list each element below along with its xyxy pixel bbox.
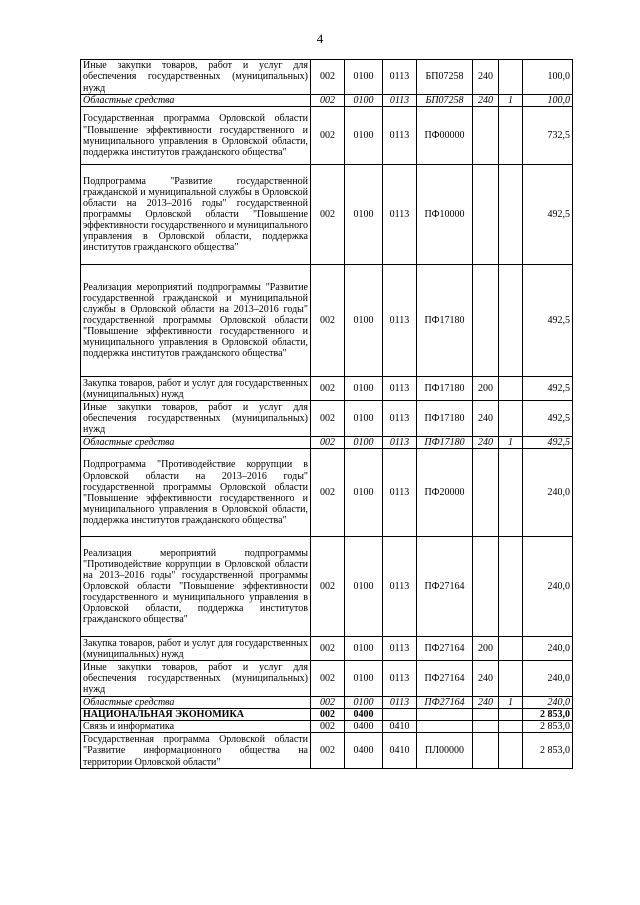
row-funding-source — [499, 265, 523, 377]
row-expense-type: 240 — [473, 60, 499, 95]
table-row — [81, 537, 573, 637]
row-name: Областные средства — [81, 697, 311, 709]
row-section-code: 0100 — [345, 661, 383, 697]
row-amount: 492,5 — [523, 165, 573, 265]
row-target-article: БП07258 — [417, 60, 473, 95]
table-row — [81, 661, 573, 697]
row-name: Связь и информатика — [81, 721, 311, 733]
row-expense-type — [473, 165, 499, 265]
row-ministry-code: 002 — [311, 637, 345, 661]
row-expense-type — [473, 709, 499, 721]
row-section-code: 0100 — [345, 449, 383, 537]
budget-table — [80, 59, 573, 769]
row-section-code: 0100 — [345, 95, 383, 107]
row-subsection-code: 0113 — [383, 377, 417, 401]
row-funding-source — [499, 60, 523, 95]
table-row — [81, 165, 573, 265]
row-name: Реализация мероприятий подпрограммы "Развитие государственной гражданской и муниципальной службы в Орловской области на 2013–2016 годы" государственной программы Орловской области "Повышение эффективности государственного и муниципального управления в Орловской области, поддержка институтов гражданского общества" — [81, 265, 311, 377]
row-target-article: ПФ27164 — [417, 661, 473, 697]
row-name: Закупка товаров, работ и услуг для государственных (муниципальных) нужд — [81, 637, 311, 661]
row-ministry-code: 002 — [311, 95, 345, 107]
row-ministry-code: 002 — [311, 697, 345, 709]
row-name: Областные средства — [81, 437, 311, 449]
row-target-article — [417, 721, 473, 733]
row-section-code: 0100 — [345, 265, 383, 377]
row-expense-type — [473, 537, 499, 637]
row-funding-source — [499, 721, 523, 733]
row-ministry-code: 002 — [311, 709, 345, 721]
row-target-article: ПФ10000 — [417, 165, 473, 265]
row-subsection-code: 0113 — [383, 165, 417, 265]
table-row — [81, 95, 573, 107]
row-amount: 2 853,0 — [523, 709, 573, 721]
row-subsection-code: 0113 — [383, 95, 417, 107]
row-funding-source: 1 — [499, 95, 523, 107]
row-expense-type: 240 — [473, 95, 499, 107]
row-name: Иные закупки товаров, работ и услуг для обеспечения государственных (муниципальных) нужд — [81, 60, 311, 95]
row-section-code: 0400 — [345, 721, 383, 733]
row-funding-source — [499, 709, 523, 721]
row-subsection-code — [383, 709, 417, 721]
table-row — [81, 60, 573, 95]
row-subsection-code: 0113 — [383, 401, 417, 437]
row-section-code: 0400 — [345, 709, 383, 721]
row-name: Иные закупки товаров, работ и услуг для обеспечения государственных (муниципальных) нужд — [81, 661, 311, 697]
row-funding-source — [499, 637, 523, 661]
row-amount: 492,5 — [523, 401, 573, 437]
page-number: 4 — [316, 31, 324, 46]
row-expense-type — [473, 107, 499, 165]
row-subsection-code: 0113 — [383, 537, 417, 637]
row-expense-type: 240 — [473, 401, 499, 437]
row-ministry-code: 002 — [311, 449, 345, 537]
row-ministry-code: 002 — [311, 265, 345, 377]
row-amount: 492,5 — [523, 437, 573, 449]
row-ministry-code: 002 — [311, 377, 345, 401]
table-body — [81, 60, 573, 769]
row-funding-source — [499, 733, 523, 769]
row-subsection-code: 0410 — [383, 721, 417, 733]
row-subsection-code: 0113 — [383, 437, 417, 449]
row-section-code: 0100 — [345, 637, 383, 661]
row-expense-type: 240 — [473, 437, 499, 449]
row-target-article: ПФ17180 — [417, 437, 473, 449]
row-target-article: ПЛ00000 — [417, 733, 473, 769]
row-expense-type — [473, 265, 499, 377]
table-row — [81, 107, 573, 165]
row-section-code: 0100 — [345, 165, 383, 265]
table-row — [81, 709, 573, 721]
row-name: Государственная программа Орловской области "Развитие информационного общества на территории Орловской области" — [81, 733, 311, 769]
row-amount: 240,0 — [523, 537, 573, 637]
table-row — [81, 377, 573, 401]
row-name: Реализация мероприятий подпрограммы "Противодействие коррупции в Орловской области на 2013–2016 годы" государственной программы Орловской области "Повышение эффективности государственного и муниципального управления в Орловской области, поддержка институтов гражданского общества" — [81, 537, 311, 637]
row-subsection-code: 0113 — [383, 265, 417, 377]
row-amount: 100,0 — [523, 60, 573, 95]
row-subsection-code: 0113 — [383, 637, 417, 661]
row-ministry-code: 002 — [311, 60, 345, 95]
row-subsection-code: 0113 — [383, 697, 417, 709]
row-amount: 240,0 — [523, 449, 573, 537]
row-target-article: ПФ17180 — [417, 401, 473, 437]
row-section-code: 0400 — [345, 733, 383, 769]
row-name: НАЦИОНАЛЬНАЯ ЭКОНОМИКА — [81, 709, 311, 721]
row-expense-type: 200 — [473, 377, 499, 401]
row-subsection-code: 0113 — [383, 661, 417, 697]
row-ministry-code: 002 — [311, 537, 345, 637]
row-expense-type — [473, 733, 499, 769]
row-name: Подпрограмма "Противодействие коррупции в Орловской области на 2013–2016 годы" государственной программы Орловской области "Повышение эффективности государственного и муниципального управления в Орловской области, поддержка институтов гражданского общества" — [81, 449, 311, 537]
row-funding-source — [499, 661, 523, 697]
row-expense-type: 240 — [473, 661, 499, 697]
row-section-code: 0100 — [345, 377, 383, 401]
row-section-code: 0100 — [345, 60, 383, 95]
row-amount: 240,0 — [523, 637, 573, 661]
table-row — [81, 265, 573, 377]
row-ministry-code: 002 — [311, 661, 345, 697]
row-ministry-code: 002 — [311, 437, 345, 449]
row-amount: 2 853,0 — [523, 733, 573, 769]
row-section-code: 0100 — [345, 401, 383, 437]
row-section-code: 0100 — [345, 437, 383, 449]
row-funding-source — [499, 107, 523, 165]
row-section-code: 0100 — [345, 537, 383, 637]
row-subsection-code: 0113 — [383, 60, 417, 95]
row-name: Государственная программа Орловской области "Повышение эффективности государственного и муниципального управления в Орловской области, поддержка институтов гражданского общества" — [81, 107, 311, 165]
row-expense-type — [473, 449, 499, 537]
row-amount: 2 853,0 — [523, 721, 573, 733]
row-expense-type: 240 — [473, 697, 499, 709]
row-expense-type — [473, 721, 499, 733]
row-amount: 492,5 — [523, 265, 573, 377]
row-subsection-code: 0113 — [383, 107, 417, 165]
row-subsection-code: 0113 — [383, 449, 417, 537]
table-row — [81, 437, 573, 449]
row-amount: 732,5 — [523, 107, 573, 165]
row-section-code: 0100 — [345, 697, 383, 709]
row-target-article: ПФ27164 — [417, 637, 473, 661]
row-name: Подпрограмма "Развитие государственной гражданской и муниципальной службы в Орловской области на 2013–2016 годы" государственной программы Орловской области "Повышение эффективности государственного и муниципального управления в Орловской области, поддержка институтов гражданского общества" — [81, 165, 311, 265]
row-ministry-code: 002 — [311, 733, 345, 769]
row-subsection-code: 0410 — [383, 733, 417, 769]
table-row — [81, 401, 573, 437]
row-ministry-code: 002 — [311, 401, 345, 437]
table-row — [81, 637, 573, 661]
row-target-article: ПФ00000 — [417, 107, 473, 165]
row-funding-source — [499, 537, 523, 637]
row-funding-source — [499, 401, 523, 437]
row-target-article: ПФ17180 — [417, 377, 473, 401]
row-target-article — [417, 709, 473, 721]
row-funding-source: 1 — [499, 697, 523, 709]
row-ministry-code: 002 — [311, 107, 345, 165]
row-funding-source — [499, 449, 523, 537]
table-row — [81, 733, 573, 769]
row-section-code: 0100 — [345, 107, 383, 165]
row-amount: 100,0 — [523, 95, 573, 107]
row-target-article: ПФ17180 — [417, 265, 473, 377]
row-funding-source: 1 — [499, 437, 523, 449]
row-funding-source — [499, 165, 523, 265]
row-amount: 240,0 — [523, 661, 573, 697]
row-target-article: БП07258 — [417, 95, 473, 107]
row-expense-type: 200 — [473, 637, 499, 661]
row-funding-source — [499, 377, 523, 401]
row-target-article: ПФ27164 — [417, 537, 473, 637]
row-name: Закупка товаров, работ и услуг для государственных (муниципальных) нужд — [81, 377, 311, 401]
row-name: Областные средства — [81, 95, 311, 107]
row-target-article: ПФ27164 — [417, 697, 473, 709]
row-target-article: ПФ20000 — [417, 449, 473, 537]
row-name: Иные закупки товаров, работ и услуг для обеспечения государственных (муниципальных) нужд — [81, 401, 311, 437]
table-row — [81, 449, 573, 537]
table-row — [81, 721, 573, 733]
row-amount: 492,5 — [523, 377, 573, 401]
row-ministry-code: 002 — [311, 721, 345, 733]
row-ministry-code: 002 — [311, 165, 345, 265]
table-row — [81, 697, 573, 709]
row-amount: 240,0 — [523, 697, 573, 709]
